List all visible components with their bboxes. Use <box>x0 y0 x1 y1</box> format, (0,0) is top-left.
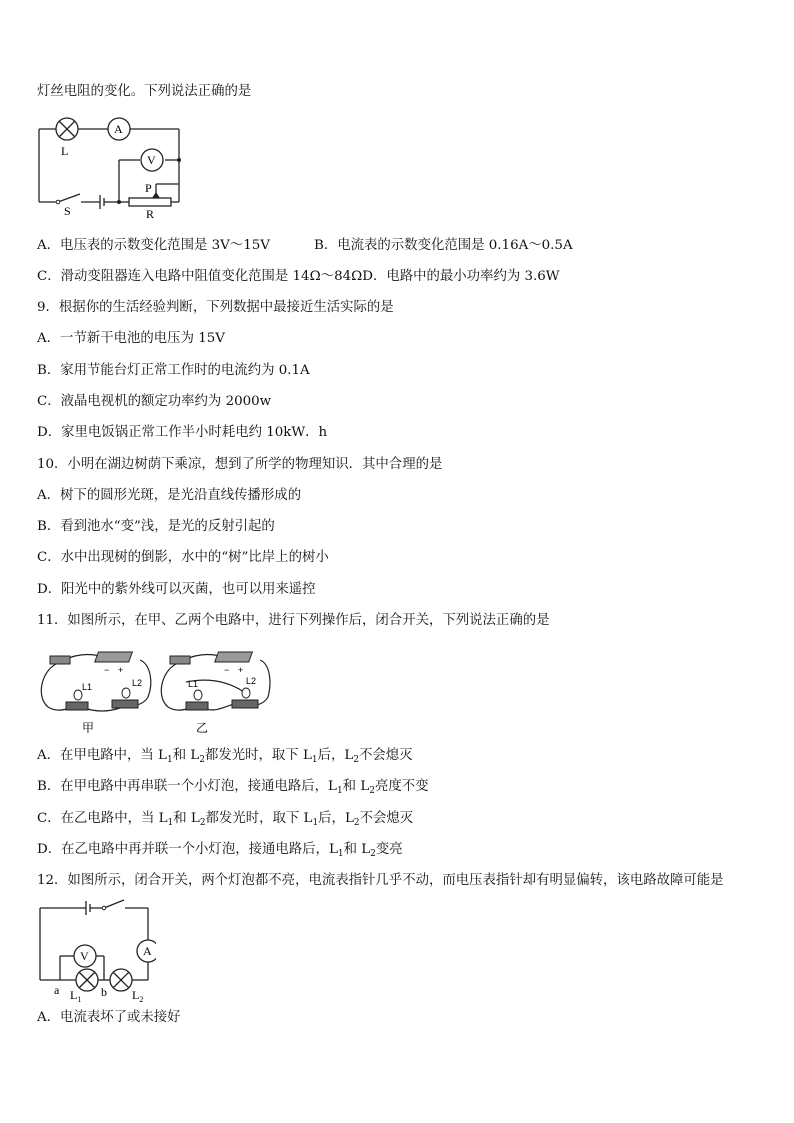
q10-option-b: B．看到池水“变”浅，是光的反射引起的 <box>37 519 275 534</box>
yi-label: 乙 <box>196 721 209 735</box>
q9-option-a: A．一节新干电池的电压为 15V <box>37 331 225 346</box>
jia-label: 甲 <box>82 721 95 735</box>
jia-minus-label: − <box>104 665 110 675</box>
lamp-label: L <box>61 144 69 158</box>
slider-label: P <box>145 181 152 195</box>
q12-point-b: b <box>101 985 107 999</box>
q12-stem: 12．如图所示，闭合开关，两个灯泡都不亮，电流表指针几乎不动，而电压表指针却有明显偏转，该电路故障可能是 <box>37 873 724 888</box>
circuit-diagram-1 <box>34 112 194 222</box>
circuit-diagram-q12 <box>36 896 156 1004</box>
q9-option-c: C．液晶电视机的额定功率约为 2000w <box>37 394 272 409</box>
q11-option-a: A．在甲电路中，当 $L_1$和 $L_2$都发光时，取下 $L_1$后，$L_2$不会熄灭 <box>37 748 413 765</box>
q12-l1-label: $L_1$ <box>70 988 82 1004</box>
q11-stem: 11．如图所示，在甲、乙两个电路中，进行下列操作后，闭合开关，下列说法正确的是 <box>37 613 550 628</box>
q8-option-a: A．电压表的示数变化范围是 3V～15V <box>37 238 270 253</box>
q9-option-d: D．家里电饭锅正常工作半小时耗电约 10kW．h <box>37 425 328 440</box>
q12-l2-label: $L_2$ <box>132 988 144 1004</box>
yi-minus-label: − <box>224 665 230 675</box>
q12-voltmeter-label: V <box>80 949 89 963</box>
q11-option-b: B．在甲电路中再串联一个小灯泡，接通电路后，$L_1$和 $L_2$亮度不变 <box>37 779 429 796</box>
q8-option-b: B．电流表的示数变化范围是 0.16A～0.5A <box>314 238 573 253</box>
yi-plus-label: + <box>238 665 244 675</box>
q8-option-c: C．滑动变阻器连入电路中阻值变化范围是 14Ω～84ΩD．电路中的最小功率约为 3.6W <box>37 269 560 284</box>
q12-ammeter-label: A <box>143 944 152 958</box>
intro-text: 灯丝电阻的变化。下列说法正确的是 <box>37 84 252 99</box>
q12-option-a: A．电流表坏了或未接好 <box>37 1010 181 1025</box>
switch-label: S <box>64 204 71 218</box>
voltmeter-label: V <box>147 153 156 167</box>
q9-stem: 9．根据你的生活经验判断，下列数据中最接近生活实际的是 <box>37 300 394 315</box>
ammeter-label: A <box>114 122 123 136</box>
yi-l2-label: L2 <box>246 676 257 686</box>
rheostat-label: R <box>146 207 155 221</box>
q11-option-d: D．在乙电路中再并联一个小灯泡，接通电路后，$L_1$和 $L_2$变亮 <box>37 842 403 859</box>
q12-point-a: a <box>54 983 60 997</box>
q11-option-c: C．在乙电路中，当 $L_1$和 $L_2$都发光时，取下 $L_1$后，$L_2$不会熄灭 <box>37 811 414 828</box>
circuit-photos-jia-yi <box>36 642 272 736</box>
q9-option-b: B．家用节能台灯正常工作时的电流约为 0.1A <box>37 363 310 378</box>
q10-option-d: D．阳光中的紫外线可以灭菌，也可以用来遥控 <box>37 582 316 597</box>
q10-option-a: A．树下的圆形光斑，是光沿直线传播形成的 <box>37 488 302 503</box>
jia-l1-label: L1 <box>82 682 93 692</box>
jia-plus-label: + <box>118 665 124 675</box>
q10-stem: 10．小明在湖边树荫下乘凉，想到了所学的物理知识．其中合理的是 <box>37 457 443 472</box>
yi-l1-label: L1 <box>188 679 199 689</box>
jia-l2-label: L2 <box>132 678 143 688</box>
q10-option-c: C．水中出现树的倒影，水中的“树”比岸上的树小 <box>37 550 329 565</box>
